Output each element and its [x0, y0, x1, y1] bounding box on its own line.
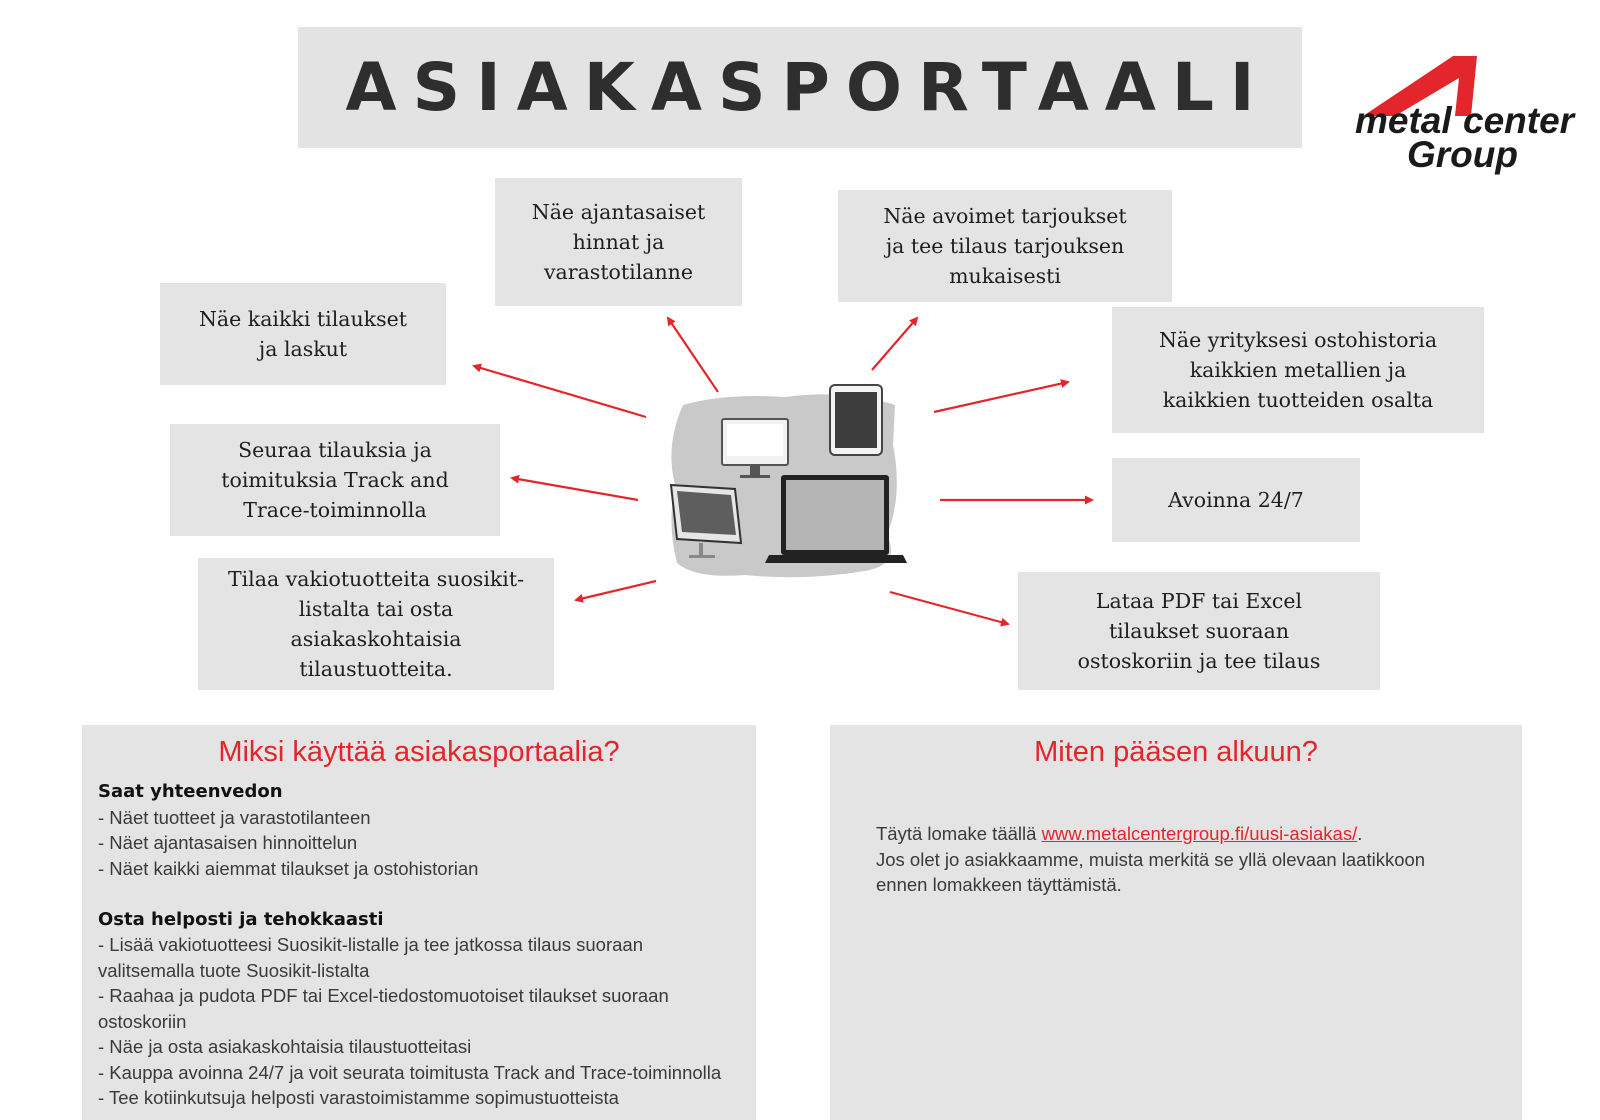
feature-pdf-excel-text: Lataa PDF tai Excel tilaukset suoraan ostoskoriin ja tee tilaus: [1077, 589, 1321, 673]
why-section1-item: - Näet kaikki aiemmat tilaukset ja ostohistorian: [98, 857, 479, 879]
why-section2-item: - Raahaa ja pudota PDF tai Excel-tiedostomuotoiset tilaukset suoraan ostoskoriin: [98, 985, 669, 1032]
why-section1-item: - Näet tuotteet ja varastotilanteen: [98, 806, 371, 828]
why-heading: Miksi käyttää asiakasportaalia?: [218, 736, 620, 768]
arrow-to-history: [934, 382, 1068, 412]
feature-pdf-excel: [1018, 572, 1380, 690]
logo-word-group: Group: [1407, 134, 1518, 175]
feature-open-247: [1112, 458, 1360, 542]
why-section2-item: - Lisää vakiotuotteesi Suosikit-listalle ja tee jatkossa tilaus suoraan valitsemalla tuote Suosikit-listalta: [98, 934, 644, 981]
arrow-to-track: [512, 478, 638, 500]
feature-offers: [838, 190, 1172, 302]
feature-orders-invoices: [160, 283, 446, 385]
feature-open-247-text: Avoinna 24/7: [1168, 488, 1304, 512]
arrow-to-offers: [872, 318, 917, 370]
why-section1-item: - Näet ajantasaisen hinnoittelun: [98, 832, 358, 853]
feature-favorites: [198, 558, 554, 690]
why-panel: [82, 725, 756, 1120]
feature-track-trace: [170, 424, 500, 536]
arrow-to-favorites: [576, 581, 656, 600]
feature-prices-text: Näe ajantasaiset hinnat ja varastotilanne: [531, 200, 706, 284]
page-title: ASIAKASPORTAALI: [345, 49, 1271, 126]
how-content: [830, 769, 1522, 898]
why-section1-title: Saat yhteenvedon: [98, 781, 283, 802]
title-banner: [298, 27, 1302, 148]
why-content: [82, 769, 756, 1111]
how-text-after-link: .: [1357, 823, 1363, 844]
logo-word-metal: metal: [1355, 100, 1452, 141]
feature-purchase-history-text: Näe yrityksesi ostohistoria kaikkien metallien ja kaikkien tuotteiden osalta: [1158, 328, 1438, 412]
how-line2: Jos olet jo asiakkaamme, muista merkitä se yllä olevaan laatikkoon ennen lomakkeen täyttämistä.: [876, 848, 1426, 895]
how-text-before-link: Täytä lomake täällä: [876, 823, 1042, 844]
devices-illustration: [665, 375, 920, 580]
laptop-icon: [765, 475, 907, 563]
feature-prices: [495, 178, 742, 306]
feature-purchase-history: [1112, 307, 1484, 433]
feature-offers-text: Näe avoimet tarjoukset ja tee tilaus tarjouksen mukaisesti: [883, 204, 1127, 288]
how-panel: [830, 725, 1522, 1120]
tablet-icon: [830, 385, 882, 455]
metalcenter-logo: [1355, 48, 1585, 178]
why-section2-item: - Tee kotiinkutsuja helposti varastoimistamme sopimustuotteista: [98, 1087, 619, 1108]
how-line1: [876, 821, 1522, 847]
signup-link[interactable]: www.metalcentergroup.fi/uusi-asiakas/: [1041, 823, 1358, 844]
feature-orders-invoices-text: Näe kaikki tilaukset ja laskut: [198, 307, 407, 361]
feature-favorites-text: Tilaa vakiotuotteita suosikit- listalta tai osta asiakaskohtaisia tilaustuotteita.: [227, 567, 525, 681]
how-heading: Miten pääsen alkuun?: [1034, 736, 1318, 768]
arrow-to-pdf: [890, 592, 1008, 624]
logo-graphic: [1355, 48, 1585, 178]
feature-track-trace-text: Seuraa tilauksia ja toimituksia Track and Trace-toiminnolla: [221, 438, 449, 522]
why-section2-title: Osta helposti ja tehokkaasti: [98, 908, 384, 930]
arrow-to-orders: [474, 366, 646, 417]
why-section2-item: - Näe ja osta asiakaskohtaisia tilaustuotteitasi: [98, 1036, 472, 1057]
why-section2-item: - Kauppa avoinna 24/7 ja voit seurata toimitusta Track and Trace-toiminnolla: [98, 1061, 722, 1083]
logo-word-center: center: [1463, 100, 1575, 141]
